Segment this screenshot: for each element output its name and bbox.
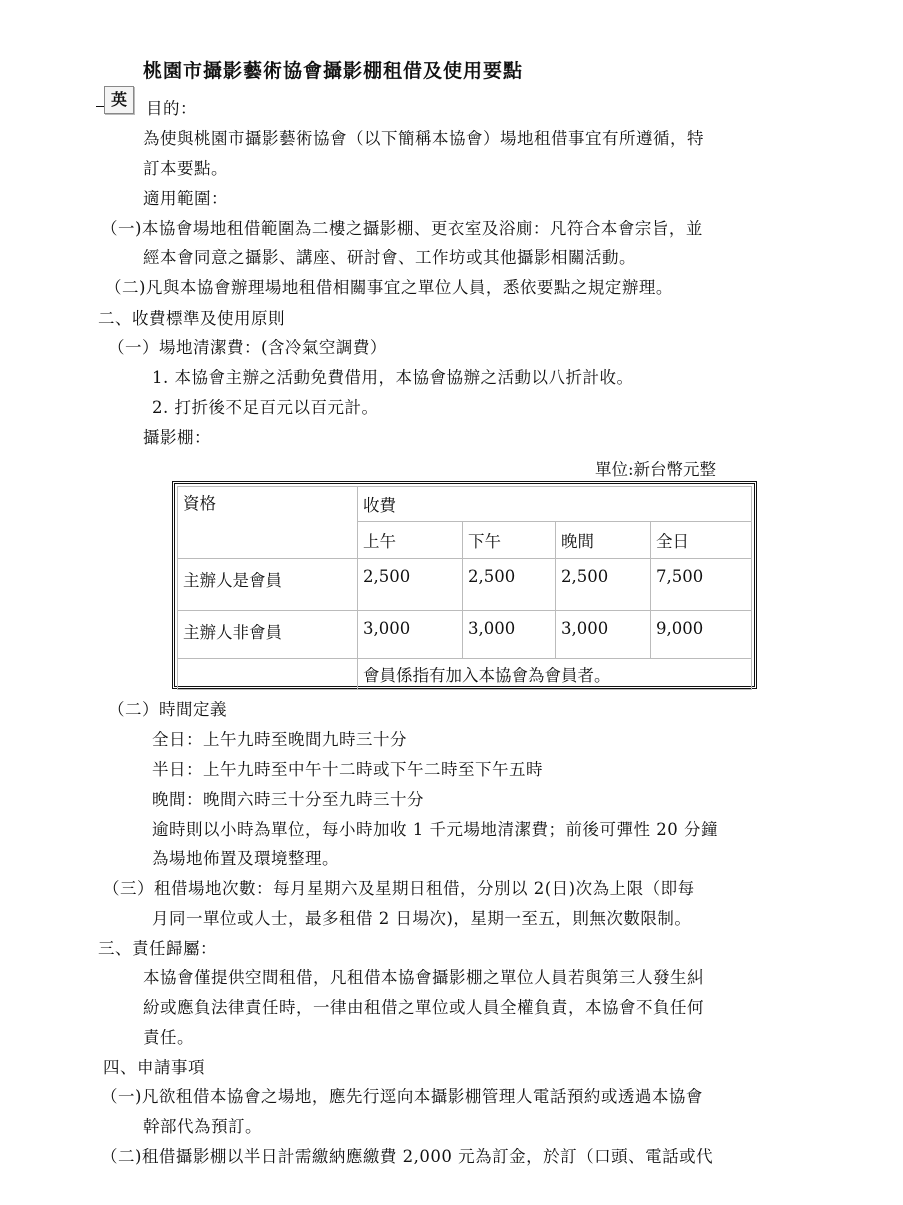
paragraph-line: （二)凡與本協會辦理場地租借相關事宜之單位人員，悉依要點之規定辦理。 [105,278,673,297]
paragraph-line: 逾時則以小時為單位，每小時加收 1 千元場地清潔費；前後可彈性 20 分鐘 [152,820,718,839]
document-title: 桃園市攝影藝術協會攝影棚租借及使用要點 [143,60,524,82]
fee-table [177,486,752,690]
paragraph-line: （一)本協會場地租借範圍為二樓之攝影棚、更衣室及浴廁：凡符合本會宗旨，並 [101,219,703,238]
fee-cell: 2,500 [556,559,651,611]
paragraph-line: 經本會同意之攝影、講座、研討會、工作坊或其他攝影相關活動。 [143,248,636,267]
fee-cell: 3,000 [556,611,651,659]
paragraph-line: 紛或應負法律責任時，一律由租借之單位或人員全權負責，本協會不負任何 [143,998,704,1017]
studio-label: 攝影棚： [143,428,211,447]
list-item: 2. 打折後不足百元以百元計。 [152,398,379,417]
paragraph-line: （二)租借攝影棚以半日計需繳納應繳費 2,000 元為訂金，於訂（口頭、電話或代 [101,1147,714,1166]
fee-table-frame [172,481,757,689]
fee-cell: 2,500 [358,559,463,611]
section-heading: 四、申請事項 [103,1058,205,1077]
table-note: 會員係指有加入本協會為會員者。 [358,659,752,690]
list-item: 1. 本協會主辦之活動免費借用，本協會協辦之活動以八折計收。 [152,368,634,387]
paragraph-line: 全日：上午九時至晚間九時三十分 [152,730,407,749]
paragraph-line: 責任。 [143,1028,194,1047]
section-heading: 三、責任歸屬： [98,939,217,958]
row-label: 主辦人是會員 [178,559,358,611]
paragraph-line: （一)凡欲租借本協會之場地，應先行逕向本攝影棚管理人電話預約或透過本協會 [101,1087,703,1106]
paragraph-line: 月同一單位或人士，最多租借 2 日場次)，星期一至五，則無次數限制。 [152,909,692,928]
paragraph-line: 幹部代為預訂。 [143,1117,262,1136]
section-dash [96,106,104,107]
paragraph-line: 晚間：晚間六時三十分至九時三十分 [152,790,424,809]
paragraph-line: 訂本要點。 [143,159,228,178]
period-header: 下午 [463,522,556,559]
row-label: 主辦人非會員 [178,611,358,659]
subsection-heading: （二）時間定義 [108,700,227,719]
language-badge-icon[interactable]: 英 [104,86,134,114]
paragraph-line: 半日：上午九時至中午十二時或下午二時至下午五時 [152,760,543,779]
fee-cell: 3,000 [463,611,556,659]
period-header: 上午 [358,522,463,559]
fee-cell: 9,000 [651,611,752,659]
section-heading: 二、收費標準及使用原則 [98,309,285,328]
period-header: 全日 [651,522,752,559]
section-scope-heading: 適用範圍： [143,189,228,208]
paragraph-line: 為場地佈置及環境整理。 [152,849,339,868]
table-header-qualification: 資格 [178,487,358,559]
paragraph-line: （三）租借場地次數：每月星期六及星期日租借，分別以 2(日)次為上限（即每 [103,879,695,898]
paragraph-line: 為使與桃園市攝影藝術協會（以下簡稱本協會）場地租借事宜有所遵循，特 [143,129,704,148]
empty-cell [178,659,358,690]
fee-cell: 3,000 [358,611,463,659]
table-row [178,559,752,611]
fee-cell: 2,500 [463,559,556,611]
table-header-fee: 收費 [358,487,752,522]
paragraph-line: 本協會僅提供空間租借，凡租借本協會攝影棚之單位人員若與第三人發生糾 [143,968,704,987]
period-header: 晚間 [556,522,651,559]
table-row [178,611,752,659]
currency-unit: 單位:新台幣元整 [594,460,716,479]
subsection-heading: （一）場地清潔費：(含冷氣空調費） [108,338,387,357]
fee-cell: 7,500 [651,559,752,611]
section-purpose-heading: 目的： [146,99,197,118]
